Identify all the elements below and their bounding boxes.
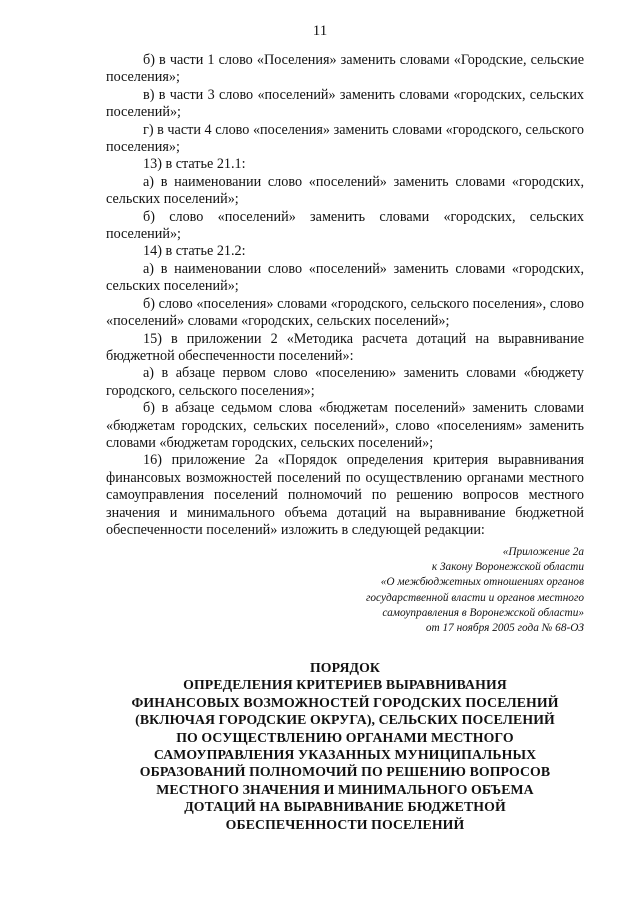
paragraph: 16) приложение 2а «Порядок определения критерия выравнивания финансовых возможностей поселений по осуществлению органами местного самоуправления поселений полномочий по решению вопросов местного значения и минимального объема дотаций на выравнивание бюджетной обеспеченности поселений» изложить в следующей редакции: xyxy=(106,452,584,538)
appendix-note-line: «Приложение 2а xyxy=(502,546,584,558)
paragraph: б) в абзаце седьмом слова «бюджетам поселений» заменить словами «бюджетам городских, сельских поселений», слово «поселениям» заменить словами «бюджетам городских, сельских поселений»; xyxy=(106,400,584,451)
amendment-text xyxy=(106,52,584,539)
paragraph: а) в наименовании слово «поселений» заменить словами «городских, сельских поселений»; xyxy=(106,260,584,295)
appendix-note-line: к Закону Воронежской области xyxy=(431,561,584,574)
heading-line: САМОУПРАВЛЕНИЯ УКАЗАННЫХ МУНИЦИПАЛЬНЫХ xyxy=(153,747,537,763)
heading-line: ОБРАЗОВАНИЙ ПОЛНОМОЧИЙ ПО РЕШЕНИЮ ВОПРОСОВ xyxy=(139,764,551,780)
appendix-note xyxy=(284,545,584,636)
heading-line: ОПРЕДЕЛЕНИЯ КРИТЕРИЕВ ВЫРАВНИВАНИЯ xyxy=(183,677,507,693)
paragraph: б) слово «поселения» словами «городского, сельского поселения», слово «поселений» словами «городских, сельских поселений»; xyxy=(106,295,584,330)
paragraph: 15) в приложении 2 «Методика расчета дотаций на выравнивание бюджетной обеспеченности поселений»: xyxy=(106,330,584,364)
document-heading xyxy=(106,659,584,833)
heading-line: ПО ОСУЩЕСТВЛЕНИЮ ОРГАНАМИ МЕСТНОГО xyxy=(176,729,514,745)
heading-line: МЕСТНОГО ЗНАЧЕНИЯ И МИНИМАЛЬНОГО ОБЪЕМА xyxy=(156,781,534,797)
heading-line: ОБЕСПЕЧЕННОСТИ ПОСЕЛЕНИЙ xyxy=(225,816,465,832)
heading-line: ФИНАНСОВЫХ ВОЗМОЖНОСТЕЙ ГОРОДСКИХ ПОСЕЛЕНИЙ xyxy=(131,694,559,710)
heading-title: ПОРЯДОК xyxy=(309,660,381,675)
paragraph: в) в части 3 слово «поселений» заменить словами «городских, сельских поселений»; xyxy=(106,86,584,121)
paragraph: а) в наименовании слово «поселений» заменить словами «городских, сельских поселений»; xyxy=(106,173,584,208)
page-number: 11 xyxy=(312,23,328,39)
appendix-note-line: самоуправления в Воронежской области» xyxy=(382,606,584,619)
paragraph: г) в части 4 слово «поселения» заменить словами «городского, сельского поселения»; xyxy=(106,121,584,156)
paragraph: б) слово «поселений» заменить словами «городских, сельских поселений»; xyxy=(106,208,584,243)
paragraph: б) в части 1 слово «Поселения» заменить словами «Городские, сельские поселения»; xyxy=(106,52,584,86)
appendix-note-line: от 17 ноября 2005 года № 68-ОЗ xyxy=(425,622,584,635)
paragraph: а) в абзаце первом слово «поселению» заменить словами «бюджету городского, сельского поселения»; xyxy=(106,365,584,399)
appendix-note-line: государственной власти и органов местного xyxy=(365,591,584,604)
appendix-note-line: «О межбюджетных отношениях органов xyxy=(380,576,584,589)
paragraph: 13) в статье 21.1: xyxy=(143,156,246,173)
heading-line: ДОТАЦИЙ НА ВЫРАВНИВАНИЕ БЮДЖЕТНОЙ xyxy=(184,799,506,815)
heading-line: (ВКЛЮЧАЯ ГОРОДСКИЕ ОКРУГА), СЕЛЬСКИХ ПОСЕЛЕНИЙ xyxy=(135,712,555,728)
paragraph: 14) в статье 21.2: xyxy=(143,243,246,260)
